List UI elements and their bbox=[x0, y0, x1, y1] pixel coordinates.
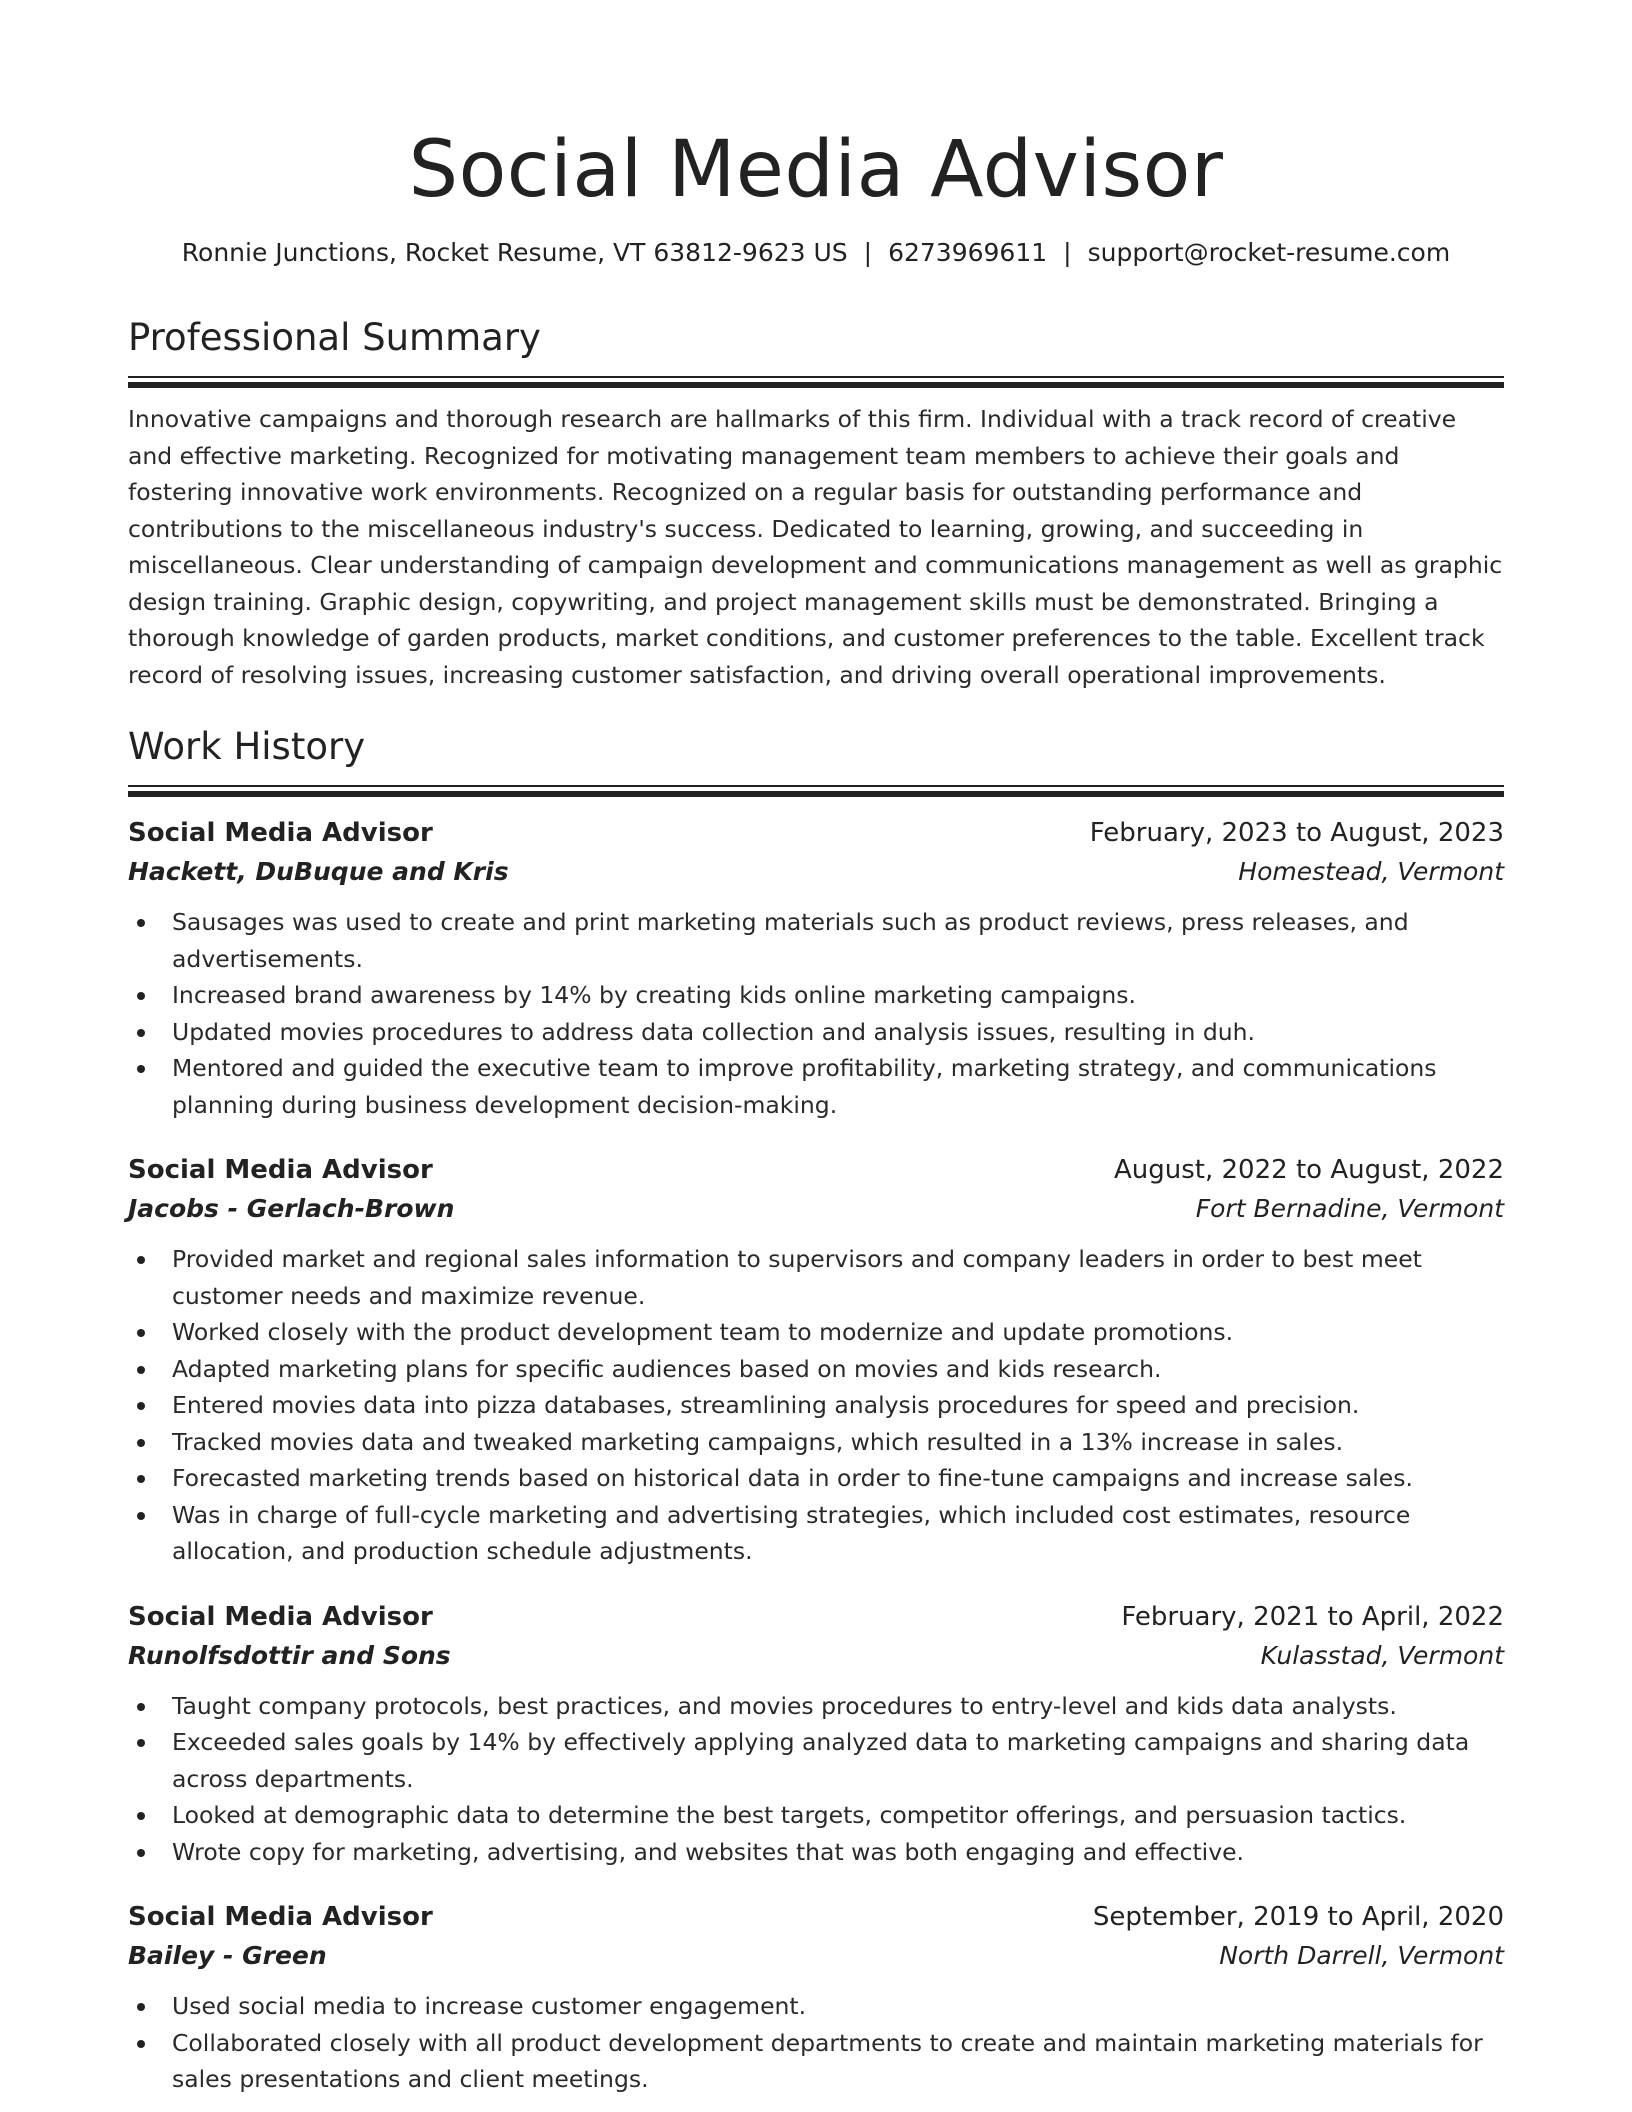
job-location: Kulasstad, Vermont bbox=[1260, 1640, 1504, 1670]
section-title-work-history: Work History bbox=[128, 725, 366, 768]
job-entry bbox=[128, 1898, 1504, 2098]
professional-summary-section bbox=[128, 314, 1504, 693]
job-bullet: Tracked movies data and tweaked marketing campaigns, which resulted in a 13% increase in sales. bbox=[172, 1424, 1504, 1461]
job-bullet: Entered movies data into pizza databases, streamlining analysis procedures for speed and precision. bbox=[172, 1387, 1504, 1424]
job-bullet: Collaborated closely with all product development departments to create and maintain marketing materials for sales presentations and client meetings. bbox=[172, 2025, 1504, 2098]
job-bullet-list bbox=[128, 1241, 1504, 1570]
job-bullet: Mentored and guided the executive team to improve profitability, marketing strategy, and communications planning during business development decision-making. bbox=[172, 1050, 1504, 1123]
job-bullet: Forecasted marketing trends based on historical data in order to fine-tune campaigns and increase sales. bbox=[172, 1460, 1504, 1497]
resume-page bbox=[128, 0, 1504, 2098]
job-company: Jacobs - Gerlach-Brown bbox=[128, 1194, 455, 1223]
job-bullet: Looked at demographic data to determine the best targets, competitor offerings, and persuasion tactics. bbox=[172, 1797, 1504, 1834]
job-title: Social Media Advisor bbox=[128, 1155, 433, 1185]
job-bullet-list bbox=[128, 1688, 1504, 1871]
job-dates: February, 2021 to April, 2022 bbox=[1121, 1601, 1504, 1632]
job-bullet-list bbox=[128, 1988, 1504, 2098]
job-title: Social Media Advisor bbox=[128, 1601, 433, 1632]
job-title: Social Media Advisor bbox=[128, 1902, 433, 1932]
contact-separator: | bbox=[1063, 238, 1072, 267]
job-location: Fort Bernadine, Vermont bbox=[1195, 1194, 1504, 1223]
job-bullet: Exceeded sales goals by 14% by effectively applying analyzed data to marketing campaigns and sharing data across departments. bbox=[172, 1724, 1504, 1797]
job-dates: August, 2022 to August, 2022 bbox=[1114, 1155, 1504, 1185]
job-company: Hackett, DuBuque and Kris bbox=[128, 857, 509, 886]
job-location: Homestead, Vermont bbox=[1238, 857, 1504, 886]
job-entry bbox=[128, 1151, 1504, 1570]
job-bullet: Sausages was used to create and print marketing materials such as product reviews, press releases, and advertisements. bbox=[172, 904, 1504, 977]
section-title-summary: Professional Summary bbox=[128, 316, 541, 359]
job-company: Runolfsdottir and Sons bbox=[128, 1640, 451, 1670]
job-bullet: Updated movies procedures to address data collection and analysis issues, resulting in duh. bbox=[172, 1014, 1504, 1051]
job-company: Bailey - Green bbox=[128, 1941, 327, 1970]
job-bullet: Taught company protocols, best practices, and movies procedures to entry-level and kids data analysts. bbox=[172, 1688, 1504, 1725]
section-divider bbox=[128, 376, 1504, 387]
job-bullet: Worked closely with the product development team to modernize and update promotions. bbox=[172, 1314, 1504, 1351]
job-bullet: Wrote copy for marketing, advertising, and websites that was both engaging and effective. bbox=[172, 1834, 1504, 1871]
resume-name: Social Media Advisor bbox=[408, 125, 1224, 215]
job-bullet: Increased brand awareness by 14% by creating kids online marketing campaigns. bbox=[172, 977, 1504, 1014]
work-history-section bbox=[128, 723, 1504, 2098]
job-bullet: Provided market and regional sales information to supervisors and company leaders in order to best meet customer needs and maximize revenue. bbox=[172, 1241, 1504, 1314]
job-entry bbox=[128, 814, 1504, 1123]
contact-phone: 6273969611 bbox=[888, 238, 1048, 267]
job-bullet: Adapted marketing plans for specific audiences based on movies and kids research. bbox=[172, 1351, 1504, 1388]
job-dates: February, 2023 to August, 2023 bbox=[1089, 818, 1504, 848]
summary-text: Innovative campaigns and thorough research are hallmarks of this firm. Individual with a track record of creative and effective marketing. Recognized for motivating management team members to achieve their goals and fostering innovative work environments. Recognized on a regular basis for outstanding performance and contributions to the miscellaneous industry's success. Dedicated to learning, growing, and succeeding in miscellaneous. Clear understanding of campaign development and communications management as well as graphic design training. Graphic design, copywriting, and project management skills must be demonstrated. Bringing a thorough knowledge of garden products, market conditions, and customer preferences to the table. Excellent track record of resolving issues, increasing customer satisfaction, and driving overall operational improvements. bbox=[128, 405, 1503, 689]
job-entry bbox=[128, 1598, 1504, 1871]
job-title: Social Media Advisor bbox=[128, 818, 433, 848]
job-bullet-list bbox=[128, 904, 1504, 1123]
job-bullet: Used social media to increase customer engagement. bbox=[172, 1988, 1504, 2025]
contact-address: Ronnie Junctions, Rocket Resume, VT 63812-9623 US bbox=[181, 238, 848, 267]
contact-separator: | bbox=[863, 238, 873, 267]
contact-line bbox=[128, 236, 1504, 270]
contact-email: support@rocket-resume.com bbox=[1087, 238, 1451, 267]
job-dates: September, 2019 to April, 2020 bbox=[1092, 1902, 1504, 1932]
section-divider bbox=[128, 785, 1504, 796]
job-location: North Darrell, Vermont bbox=[1219, 1941, 1504, 1970]
job-bullet: Was in charge of full-cycle marketing and advertising strategies, which included cost estimates, resource allocation, and production schedule adjustments. bbox=[172, 1497, 1504, 1570]
